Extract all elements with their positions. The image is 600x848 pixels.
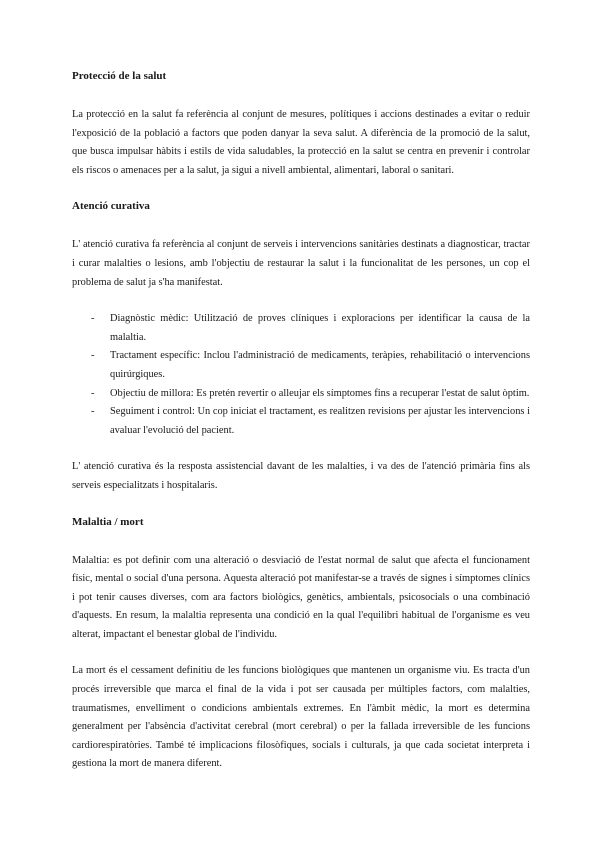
list-item	[72, 385, 530, 404]
bullet-dash: -	[91, 313, 95, 325]
section-heading: Protecció de la salut	[72, 70, 167, 82]
list-item	[72, 403, 530, 440]
section-proteccio	[72, 68, 530, 180]
bullet-dash: -	[91, 387, 95, 399]
paragraph-outro: L' atenció curativa és la resposta assistencial davant de les malalties, i va des de l'atenció primària fins als serveis especialitzats i hospitalaris.	[72, 461, 530, 491]
document-page	[72, 68, 530, 774]
section-malaltia-mort	[72, 514, 530, 775]
bullet-dash: -	[91, 350, 95, 362]
paragraph: La protecció en la salut fa referència al conjunt de mesures, polítiques i accions destinades a evitar o reduir l'exposició de la població a factors que poden danyar la seva salut. A diferència de la promoció de la salut, que busca impulsar hàbits i estils de vida saludables, la protecció en la salut se centra en prevenir i controlar els riscos o amenaces per a la salut, ja sigui a nivell ambiental, alimentari, laboral o sanitari.	[72, 109, 530, 176]
paragraph: La mort és el cessament definitiu de les funcions biològiques que mantenen un organisme viu. Es tracta d'un procés irreversible que marca el final de la vida i pot ser causada per múltiples factors, com malalties, traumatismes, envelliment o condicions ambientals extremes. En l'àmbit mèdic, la mort es determina generalment per l'absència d'activitat cerebral (mort cerebral) o per la fallada irreversible de les funcions cardiorespiratòries. També té implicacions filosòfiques, socials i culturals, ja que cada societat interpreta i gestiona la mort de manera diferent.	[72, 665, 530, 770]
list-item-text: Diagnòstic mèdic: Utilització de proves clíniques i exploracions per identificar la causa de la malaltia.	[110, 313, 530, 343]
bullet-list	[72, 310, 530, 440]
list-item-text: Seguiment i control: Un cop iniciat el tractament, es realitzen revisions per ajustar les intervencions i avaluar l'evolució del pacient.	[110, 406, 530, 436]
paragraph-intro: L' atenció curativa fa referència al conjunt de serveis i intervencions sanitàries destinats a diagnosticar, tractar i curar malalties o lesions, amb l'objectiu de restaurar la salut i la funcionalitat de les persones, un cop el problema de salut ja s'ha manifestat.	[72, 239, 530, 288]
section-atencio-curativa	[72, 198, 530, 495]
list-item	[72, 347, 530, 384]
section-heading: Atenció curativa	[72, 200, 150, 213]
bullet-dash: -	[91, 406, 95, 418]
list-item-text: Objectiu de millora: Es pretén revertir o alleujar els símptomes fins a recuperar l'estat de salut òptim.	[110, 387, 530, 399]
list-item-text: Tractament específic: Inclou l'administració de medicaments, teràpies, rehabilitació o intervencions quirúrgiques.	[110, 350, 530, 380]
section-heading: Malaltia / mort	[72, 515, 144, 528]
list-item	[72, 310, 530, 347]
paragraph: Malaltia: es pot definir com una alteració o desviació de l'estat normal de salut que afecta el funcionament físic, mental o social d'una persona. Aquesta alteració pot manifestar-se a través de signes i símptomes clínics i pot tenir causes diverses, com ara factors biològics, genètics, ambientals, psicosocials o una combinació d'aquests. En resum, la malaltia representa una condició en la qual l'equilibri habitual de l'organisme es veu alterat, impactant el benestar global de l'individu.	[72, 554, 530, 640]
